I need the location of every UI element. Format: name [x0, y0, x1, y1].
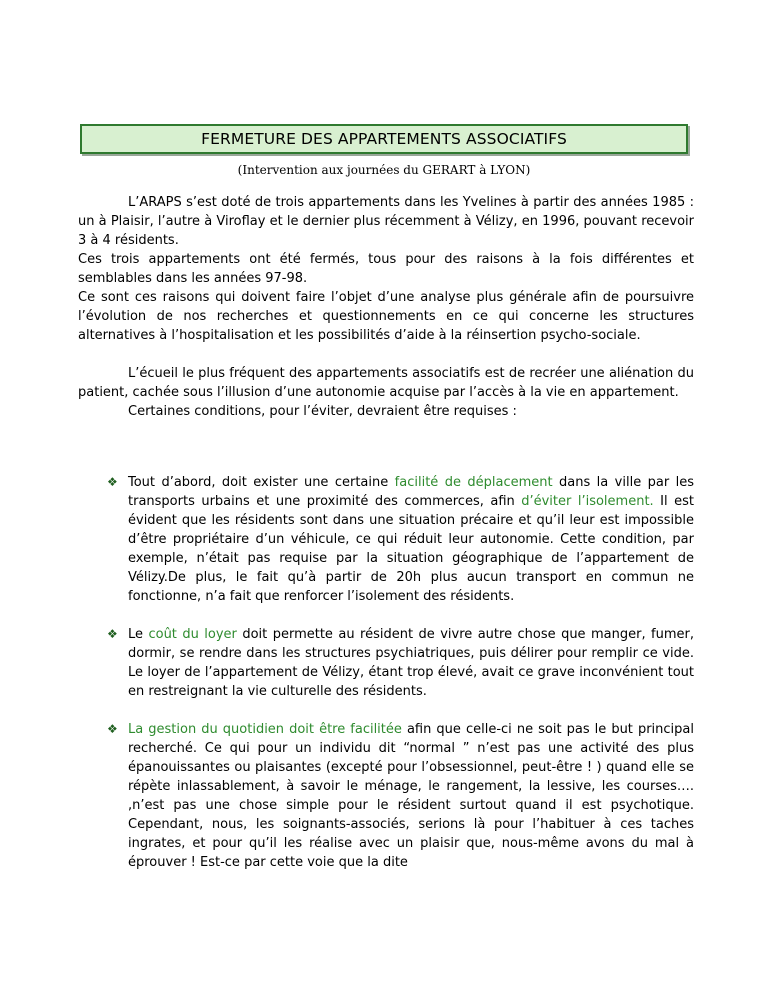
list-item	[78, 473, 694, 606]
diamond-bullet-icon: ❖	[107, 722, 118, 736]
intro-text	[78, 193, 694, 421]
highlight-text: d’éviter l’isolement.	[521, 494, 654, 509]
bullet-text: doit permette au résident de vivre autre chose que manger, fumer, dormir, se rendre dans les structures psychiatriques, puis délirer pour remplir ce vide. Le loyer de l’appartement de Vélizy, étant trop élevé, avait ce grave inconvénient tout en restreignant la vie culturelle des résidents.	[128, 627, 694, 699]
highlight-text: La gestion du quotidien doit être facilitée	[128, 722, 402, 737]
bullet-text: Tout d’abord, doit exister une certaine	[128, 475, 395, 490]
diamond-bullet-icon: ❖	[107, 627, 118, 641]
list-item	[78, 625, 694, 701]
list-item	[78, 720, 694, 872]
bullet-text: Le	[128, 627, 149, 642]
conditions-list	[78, 473, 694, 891]
paragraph: L’ARAPS s’est doté de trois appartements dans les Yvelines à partir des années 1985 : un à Plaisir, l’autre à Viroflay et le dernier plus récemment à Vélizy, en 1996, pouvant recevoir 3 à 4 résidents.	[78, 195, 694, 248]
paragraph: Ce sont ces raisons qui doivent faire l’objet d’une analyse plus générale afin de poursuivre l’évolution de nos recherches et questionnements en ce qui concerne les structures alternatives à l’hospitalisation et les possibilités d’aide à la réinsertion psycho-sociale.	[78, 290, 694, 343]
bullet-text: afin que celle-ci ne soit pas le but principal recherché. Ce qui pour un individu dit “normal ” n’est pas une activité des plus épanouissantes ou plaisantes (excepté pour l’obsessionnel, peut-être ! ) quand elle se répète inlassablement, à savoir le ménage, le rangement, la lessive, les courses…. ,n’est pas une chose simple pour le résident surtout quand il est psychotique. Cependant, nous, les soignants-associés, serions là pour l’habituer à ces taches ingrates, et pour qu’il les réalise avec un plaisir que, nous-même avons du mal à éprouver ! Est-ce par cette voie que la dite	[128, 722, 694, 870]
paragraph: Ces trois appartements ont été fermés, tous pour des raisons à la fois différentes et semblables dans les années 97-98.	[78, 252, 694, 286]
highlight-text: facilité de déplacement	[394, 475, 553, 490]
paragraph: Certaines conditions, pour l’éviter, devraient être requises :	[128, 404, 517, 419]
document-subtitle: (Intervention aux journées du GERART à LYON)	[237, 163, 531, 177]
diamond-bullet-icon: ❖	[107, 475, 118, 489]
document-title: FERMETURE DES APPARTEMENTS ASSOCIATIFS	[80, 124, 688, 154]
bullet-text: dans la ville par les transports urbains et une proximité des commerces, afin	[128, 475, 694, 509]
paragraph: L’écueil le plus fréquent des appartements associatifs est de recréer une aliénation du patient, cachée sous l’illusion d’une autonomie acquise par l’accès à la vie en appartement.	[78, 366, 694, 400]
bullet-text: Il est évident que les résidents sont dans une situation précaire et qu’il leur est impossible d’être propriétaire d’un véhicule, ce qui réduit leur autonomie. Cette condition, par exemple, n’était pas requise par la situation géographique de l’appartement de Vélizy.De plus, le fait qu’à partir de 20h plus aucun transport en commun ne fonctionne, n’a fait que renforcer l’isolement des résidents.	[128, 494, 694, 604]
highlight-text: coût du loyer	[148, 627, 237, 642]
